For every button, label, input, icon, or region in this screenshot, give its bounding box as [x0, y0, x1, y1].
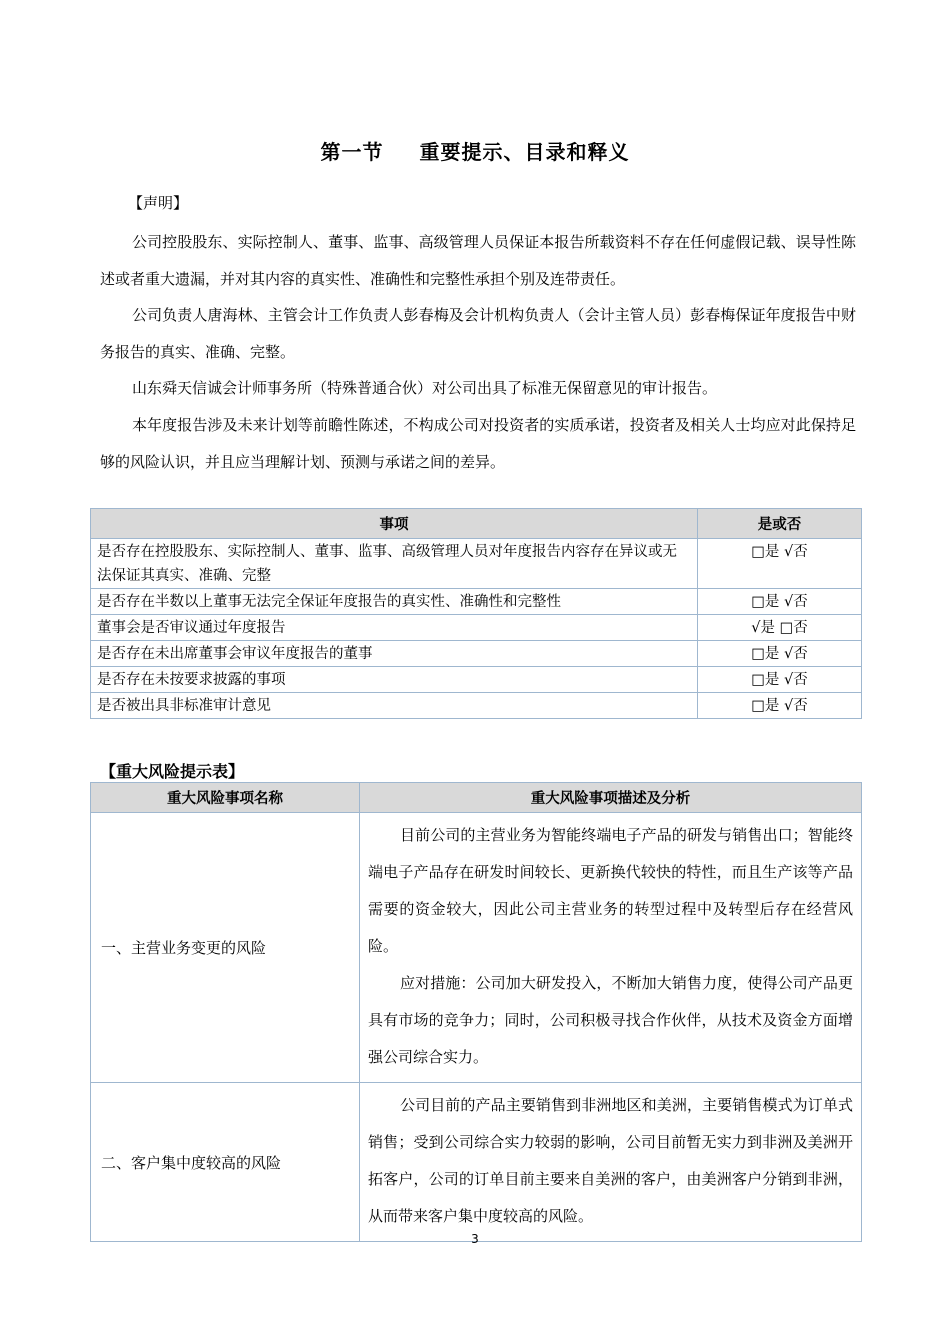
matter-answer: √是 □否: [698, 615, 862, 641]
header-risk-desc: 重大风险事项描述及分析: [360, 783, 862, 813]
table-row: [91, 667, 862, 693]
header-answer: 是或否: [698, 509, 862, 539]
table-row: [91, 615, 862, 641]
section-number: 第一节: [320, 140, 384, 164]
matter-item: 董事会是否审议通过年度报告: [91, 615, 698, 641]
matter-item: 是否存在未出席董事会审议年度报告的董事: [91, 641, 698, 667]
header-item: 事项: [91, 509, 698, 539]
table-row: [91, 693, 862, 719]
table-row: [91, 641, 862, 667]
risk-table-heading: 【重大风险提示表】: [100, 762, 245, 781]
risk-paragraph: 公司目前的产品主要销售到非洲地区和美洲，主要销售模式为订单式销售；受到公司综合实力较弱的影响，公司目前暂无实力到非洲及美洲开拓客户，公司的订单目前主要来自美洲的客户，由美洲客户分销到非洲，从而带来客户集中度较高的风险。: [368, 1096, 853, 1225]
declaration-label: 【声明】: [128, 194, 189, 212]
matter-answer: □是 √否: [698, 589, 862, 615]
declaration-paragraph-4: 本年度报告涉及未来计划等前瞻性陈述，不构成公司对投资者的实质承诺，投资者及相关人士均应对此保持足够的风险认识，并且应当理解计划、预测与承诺之间的差异。: [100, 416, 856, 471]
section-name: 重要提示、目录和释义: [419, 140, 630, 164]
matter-item: 是否存在未按要求披露的事项: [91, 667, 698, 693]
risk-paragraph: 目前公司的主营业务为智能终端电子产品的研发与销售出口；智能终端电子产品存在研发时间较长、更新换代较快的特性，而且生产该等产品需要的资金较大，因此公司主营业务的转型过程中及转型后存在经营风险。: [368, 826, 853, 955]
risk-description: [360, 813, 862, 1083]
matter-item: 是否存在控股股东、实际控制人、董事、监事、高级管理人员对年度报告内容存在异议或无法保证其真实、准确、完整: [91, 539, 698, 589]
page-number: 3: [471, 1232, 479, 1246]
risk-table: [90, 782, 862, 1242]
header-risk-name: 重大风险事项名称: [91, 783, 360, 813]
risk-paragraph: 应对措施：公司加大研发投入，不断加大销售力度，使得公司产品更具有市场的竞争力；同时，公司积极寻找合作伙伴，从技术及资金方面增强公司综合实力。: [368, 974, 853, 1066]
table-row: [91, 813, 862, 1083]
table-header-row: [91, 509, 862, 539]
declaration-paragraph-1: 公司控股股东、实际控制人、董事、监事、高级管理人员保证本报告所载资料不存在任何虚假记载、误导性陈述或者重大遗漏，并对其内容的真实性、准确性和完整性承担个别及连带责任。: [100, 233, 856, 288]
table-row: [91, 1083, 862, 1242]
matter-answer: □是 √否: [698, 693, 862, 719]
matter-answer: □是 √否: [698, 539, 862, 589]
declaration-paragraph-2: 公司负责人唐海林、主管会计工作负责人彭春梅及会计机构负责人（会计主管人员）彭春梅保证年度报告中财务报告的真实、准确、完整。: [100, 306, 856, 361]
risk-name: 二、客户集中度较高的风险: [91, 1083, 360, 1242]
risk-description: [360, 1083, 862, 1242]
risk-name: 一、主营业务变更的风险: [91, 813, 360, 1083]
matter-item: 是否被出具非标准审计意见: [91, 693, 698, 719]
declaration-paragraph-3: 山东舜天信诚会计师事务所（特殊普通合伙）对公司出具了标准无保留意见的审计报告。: [132, 379, 718, 397]
table-row: [91, 539, 862, 589]
table-header-row: [91, 783, 862, 813]
table-row: [91, 589, 862, 615]
matters-table: [90, 508, 862, 719]
matter-item: 是否存在半数以上董事无法完全保证年度报告的真实性、准确性和完整性: [91, 589, 698, 615]
section-title: [0, 136, 950, 165]
matter-answer: □是 √否: [698, 641, 862, 667]
matter-answer: □是 √否: [698, 667, 862, 693]
